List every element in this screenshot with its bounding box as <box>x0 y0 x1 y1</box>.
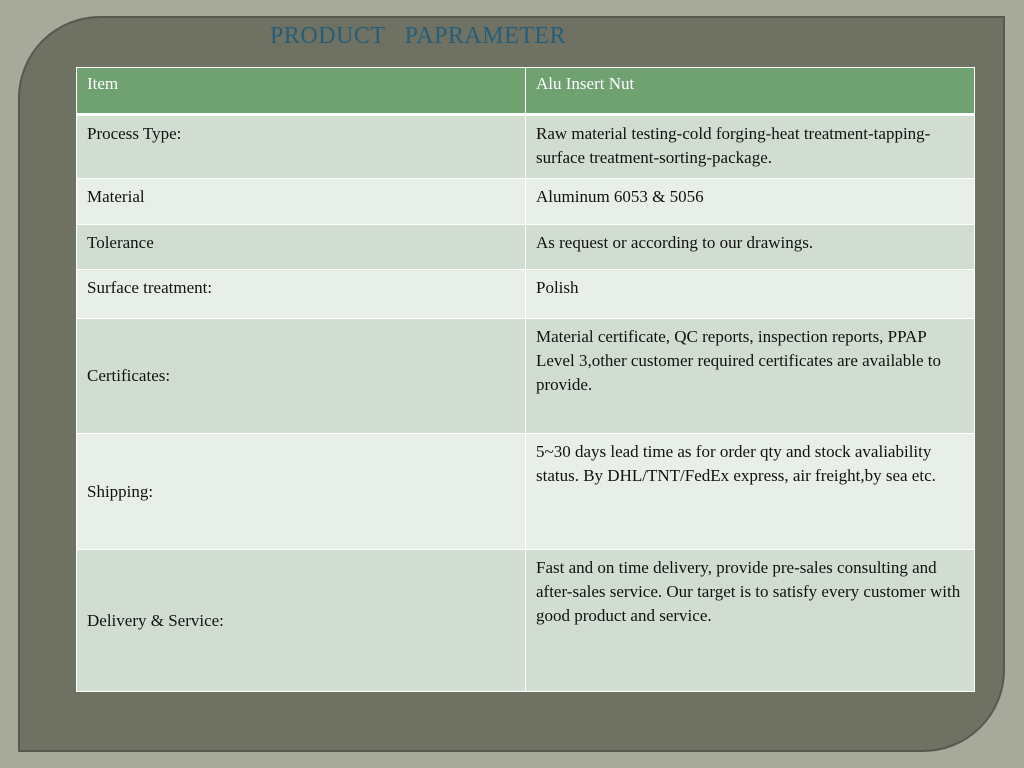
row-label: Surface treatment: <box>77 270 526 319</box>
row-label: Delivery & Service: <box>77 550 526 692</box>
table-row <box>77 319 975 434</box>
row-value: Raw material testing-cold forging-heat treatment-tapping-surface treatment-sorting-package. <box>526 115 975 179</box>
row-label: Material <box>77 179 526 225</box>
row-value: Aluminum 6053 & 5056 <box>526 179 975 225</box>
table-row <box>77 179 975 225</box>
table-row <box>77 115 975 179</box>
slide-title: PRODUCT PAPRAMETER <box>270 23 567 49</box>
row-label: Process Type: <box>77 115 526 179</box>
row-value: 5~30 days lead time as for order qty and stock avaliability status. By DHL/TNT/FedEx express, air freight,by sea etc. <box>526 434 975 550</box>
row-label: Tolerance <box>77 225 526 270</box>
row-value: Material certificate, QC reports, inspection reports, PPAP Level 3,other customer required certificates are available to provide. <box>526 319 975 434</box>
table-row <box>77 550 975 692</box>
row-value: As request or according to our drawings. <box>526 225 975 270</box>
row-label: Certificates: <box>77 319 526 434</box>
row-label: Shipping: <box>77 434 526 550</box>
header-item: Item <box>77 68 526 115</box>
header-product-name: Alu Insert Nut <box>526 68 975 115</box>
table-row <box>77 434 975 550</box>
row-value: Polish <box>526 270 975 319</box>
table-row <box>77 225 975 270</box>
table-header-row <box>77 68 975 115</box>
table-row <box>77 270 975 319</box>
row-value: Fast and on time delivery, provide pre-sales consulting and after-sales service. Our target is to satisfy every customer with good product and service. <box>526 550 975 692</box>
product-parameter-table <box>76 67 975 692</box>
